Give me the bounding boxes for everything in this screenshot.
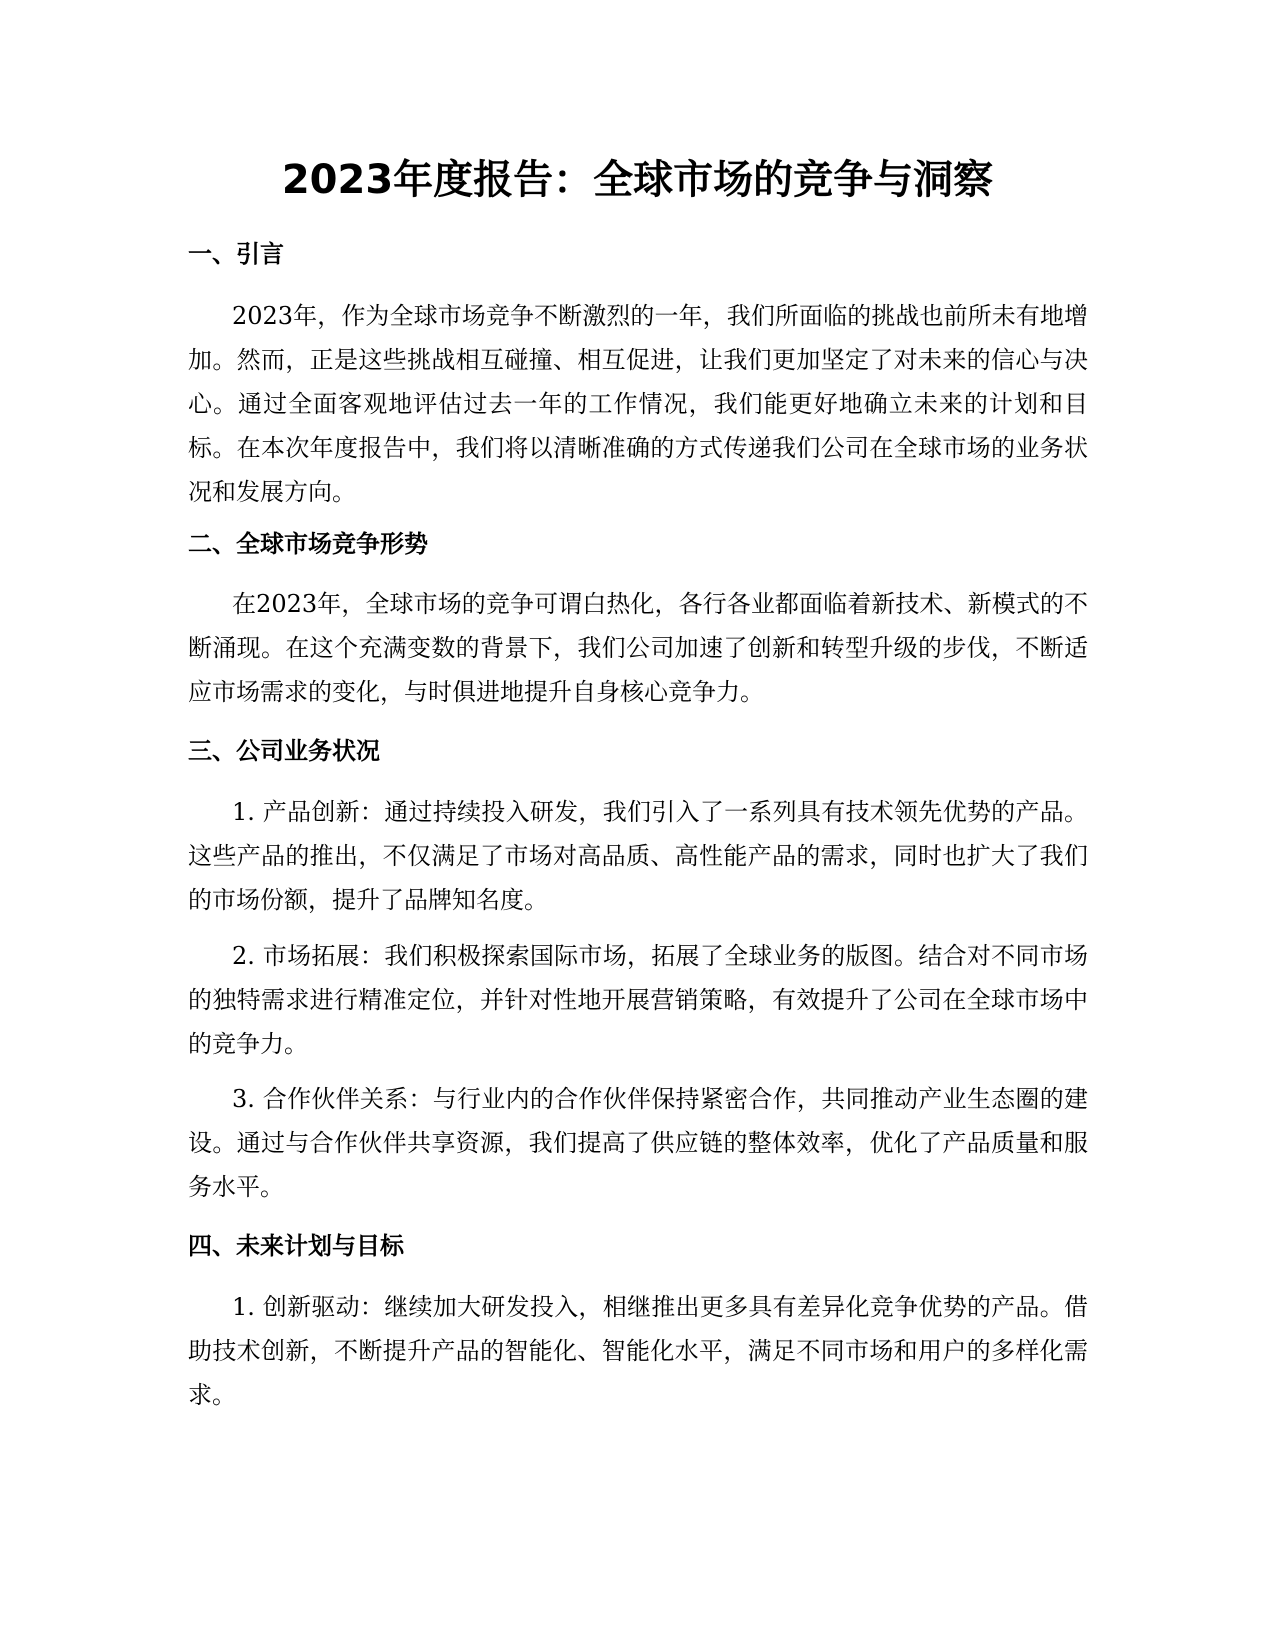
section-heading-introduction: 一、引言 <box>188 240 284 268</box>
page-title: 2023年度报告：全球市场的竞争与洞察 <box>281 157 994 203</box>
paragraph-introduction: 2023年，作为全球市场竞争不断激烈的一年，我们所面临的挑战也前所未有地增加。然而，正是这些挑战相互碰撞、相互促进，让我们更加坚定了对未来的信心与决心。通过全面客观地评估过去一年的工作情况，我们能更好地确立未来的计划和目标。在本次年度报告中，我们将以清晰准确的方式传递我们公司在全球市场的业务状况和发展方向。 <box>188 302 1088 506</box>
paragraph-innovation-driven: 1. 创新驱动：继续加大研发投入，相继推出更多具有差异化竞争优势的产品。借助技术创新，不断提升产品的智能化、智能化水平，满足不同市场和用户的多样化需求。 <box>188 1293 1088 1409</box>
paragraph-global-competition: 在2023年，全球市场的竞争可谓白热化，各行各业都面临着新技术、新模式的不断涌现。在这个充满变数的背景下，我们公司加速了创新和转型升级的步伐，不断适应市场需求的变化，与时俱进地提升自身核心竞争力。 <box>188 590 1088 706</box>
section-heading-business-status: 三、公司业务状况 <box>188 737 380 765</box>
section-heading-global-competition: 二、全球市场竞争形势 <box>188 530 428 558</box>
section-heading-future-plans: 四、未来计划与目标 <box>188 1232 404 1260</box>
paragraph-partnerships: 3. 合作伙伴关系：与行业内的合作伙伴保持紧密合作，共同推动产业生态圈的建设。通过与合作伙伴共享资源，我们提高了供应链的整体效率，优化了产品质量和服务水平。 <box>188 1085 1088 1201</box>
paragraph-product-innovation: 1. 产品创新：通过持续投入研发，我们引入了一系列具有技术领先优势的产品。这些产品的推出，不仅满足了市场对高品质、高性能产品的需求，同时也扩大了我们的市场份额，提升了品牌知名度。 <box>188 798 1088 914</box>
paragraph-market-expansion: 2. 市场拓展：我们积极探索国际市场，拓展了全球业务的版图。结合对不同市场的独特需求进行精准定位，并针对性地开展营销策略，有效提升了公司在全球市场中的竞争力。 <box>188 942 1088 1058</box>
